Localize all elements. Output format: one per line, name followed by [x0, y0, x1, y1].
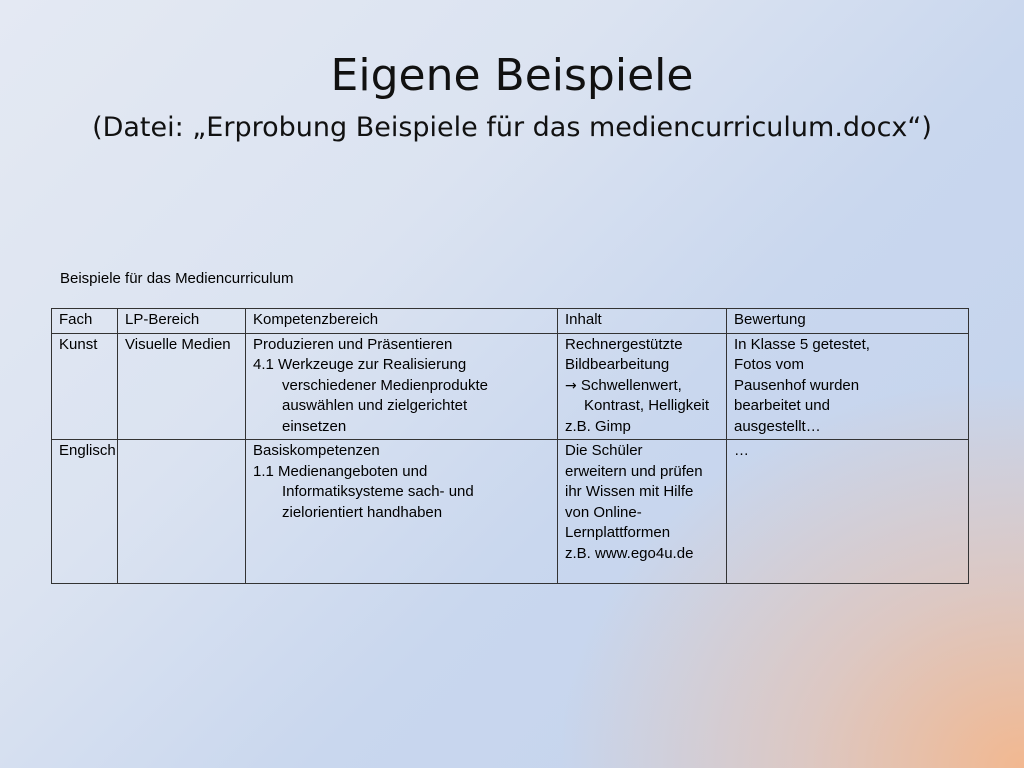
- header-inhalt: Inhalt: [558, 309, 727, 334]
- header-lp-bereich: LP-Bereich: [118, 309, 246, 334]
- cell-kompetenz: [246, 440, 558, 584]
- cell-fach: Englisch: [52, 440, 118, 584]
- bewertung-line: bearbeitet und: [734, 397, 830, 414]
- curriculum-table: [51, 308, 969, 584]
- bewertung-line: In Klasse 5 getestet,: [734, 335, 870, 353]
- table-caption: Beispiele für das Mediencurriculum: [60, 270, 294, 287]
- cell-inhalt: [558, 440, 727, 584]
- kompetenz-heading: Produzieren und Präsentieren: [253, 335, 453, 353]
- inhalt-line: Die Schüler: [565, 442, 643, 459]
- bewertung-line: Pausenhof wurden: [734, 376, 860, 394]
- inhalt-arrow-line: [565, 376, 719, 397]
- inhalt-line: Kontrast, Helligkeit: [584, 397, 710, 414]
- inhalt-arrow-text: Schwellenwert,: [576, 376, 682, 394]
- inhalt-line: z.B. Gimp: [565, 417, 631, 435]
- cell-bewertung: …: [727, 440, 969, 584]
- cell-inhalt: [558, 333, 727, 440]
- inhalt-line: ihr Wissen mit Hilfe: [565, 483, 694, 500]
- slide-title: [0, 48, 1024, 148]
- table-header-row: [52, 309, 969, 334]
- inhalt-line: z.B. www.ego4u.de: [565, 544, 694, 562]
- page-subtitle: (Datei: „Erprobung Beispiele für das mediencurriculum.docx“): [92, 112, 932, 143]
- kompetenz-item-line: 4.1 Werkzeuge zur Realisierung: [253, 356, 467, 373]
- cell-kompetenz: [246, 333, 558, 440]
- inhalt-line: Rechnergestützte: [565, 335, 683, 353]
- right-arrow-icon: →: [565, 377, 577, 394]
- inhalt-line: Lernplattformen: [565, 524, 671, 541]
- cell-lp-bereich: [118, 440, 246, 584]
- table-row: [52, 440, 969, 584]
- header-kompetenzbereich: Kompetenzbereich: [246, 309, 558, 334]
- table-row: [52, 333, 969, 440]
- kompetenz-item-line: auswählen und zielgerichtet: [282, 397, 468, 414]
- cell-bewertung: [727, 333, 969, 440]
- kompetenz-item-line: Informatiksysteme sach- und: [282, 483, 474, 500]
- inhalt-line: Bildbearbeitung: [565, 356, 670, 373]
- inhalt-line: von Online-: [565, 503, 642, 521]
- page-title: Eigene Beispiele: [330, 50, 694, 101]
- kompetenz-item-line: verschiedener Medienprodukte: [282, 376, 488, 394]
- header-fach: Fach: [52, 309, 118, 334]
- kompetenz-heading: Basiskompetenzen: [253, 442, 380, 459]
- bewertung-line: ausgestellt…: [734, 417, 821, 435]
- kompetenz-item-line: zielorientiert handhaben: [282, 503, 443, 521]
- cell-lp-bereich: Visuelle Medien: [118, 333, 246, 440]
- cell-fach: Kunst: [52, 333, 118, 440]
- inhalt-line: erweitern und prüfen: [565, 462, 703, 480]
- kompetenz-item-line: 1.1 Medienangeboten und: [253, 462, 428, 480]
- header-bewertung: Bewertung: [727, 309, 969, 334]
- bewertung-line: Fotos vom: [734, 356, 805, 373]
- kompetenz-item-line: einsetzen: [282, 417, 347, 435]
